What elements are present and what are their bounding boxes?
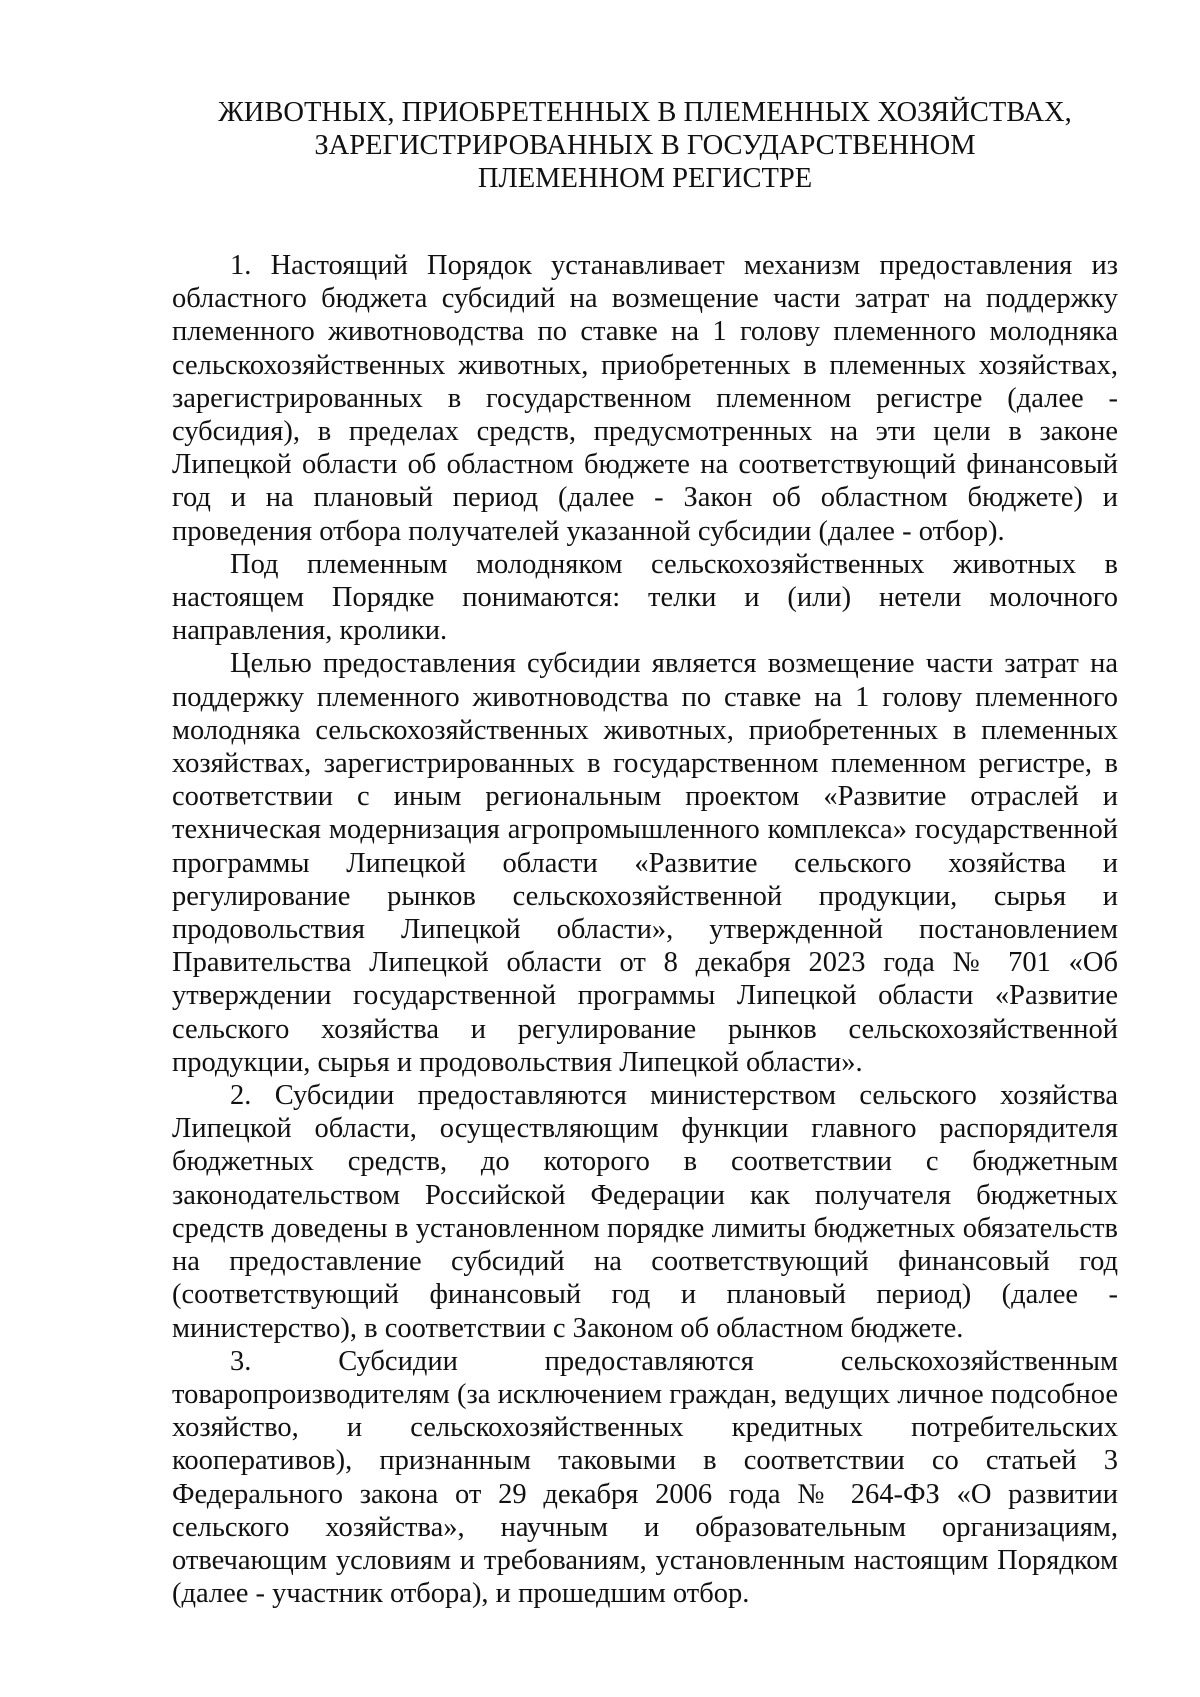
paragraph-5: 3. Субсидии предоставляются сельскохозяйственным товаропроизводителям (за исключением граждан, ведущих личное подсобное хозяйство, и сельскохозяйственных кредитных потребительских кооперативов), признанным таковыми в соответствии со статьей 3 Федерального закона от 29 декабря 2006 года № 264-ФЗ «О развитии сельского хозяйства», научным и образовательным организациям, отвечающим условиям и требованиям, установленным настоящим Порядком (далее - участник отбора), и прошедшим отбор. bbox=[172, 1345, 1118, 1610]
title-line-1: ЖИВОТНЫХ, ПРИОБРЕТЕННЫХ В ПЛЕМЕННЫХ ХОЗЯЙСТВАХ, bbox=[218, 97, 1072, 128]
paragraph-3: Целью предоставления субсидии является возмещение части затрат на поддержку племенного животноводства по ставке на 1 голову племенного молодняка сельскохозяйственных животных, приобретенных в племенных хозяйствах, зарегистрированных в государственном племенном регистре, в соответствии с иным региональным проектом «Развитие отраслей и техническая модернизация агропромышленного комплекса» государственной программы Липецкой области «Развитие сельского хозяйства и регулирование рынков сельскохозяйственной продукции, сырья и продовольствия Липецкой области», утвержденной постановлением Правительства Липецкой области от 8 декабря 2023 года № 701 «Об утверждении государственной программы Липецкой области «Развитие сельского хозяйства и регулирование рынков сельскохозяйственной продукции, сырья и продовольствия Липецкой области». bbox=[172, 648, 1118, 1078]
paragraph-1: 1. Настоящий Порядок устанавливает механизм предоставления из областного бюджета субсидий на возмещение части затрат на поддержку племенного животноводства по ставке на 1 голову племенного молодняка сельскохозяйственных животных, приобретенных в племенных хозяйствах, зарегистрированных в государственном племенном регистре (далее - субсидия), в пределах средств, предусмотренных на эти цели в законе Липецкой области об областном бюджете на соответствующий финансовый год и на плановый период (далее - Закон об областном бюджете) и проведения отбора получателей указанной субсидии (далее - отбор). bbox=[172, 250, 1118, 547]
paragraph-2: Под племенным молодняком сельскохозяйственных животных в настоящем Порядке понимаются: телки и (или) нетели молочного направления, кролики. bbox=[172, 548, 1118, 647]
title-line-3: ПЛЕМЕННОМ РЕГИСТРЕ bbox=[477, 163, 813, 194]
document-page bbox=[172, 96, 1118, 1610]
paragraph-4: 2. Субсидии предоставляются министерством сельского хозяйства Липецкой области, осуществляющим функции главного распорядителя бюджетных средств, до которого в соответствии с бюджетным законодательством Российской Федерации как получателя бюджетных средств доведены в установленном порядке лимиты бюджетных обязательств на предоставление субсидий на соответствующий финансовый год (соответствующий финансовый год и плановый период) (далее - министерство), в соответствии с Законом об областном бюджете. bbox=[172, 1080, 1118, 1344]
document-body bbox=[172, 249, 1118, 1610]
document-title bbox=[172, 96, 1118, 195]
title-line-2: ЗАРЕГИСТРИРОВАННЫХ В ГОСУДАРСТВЕННОМ bbox=[314, 130, 976, 161]
